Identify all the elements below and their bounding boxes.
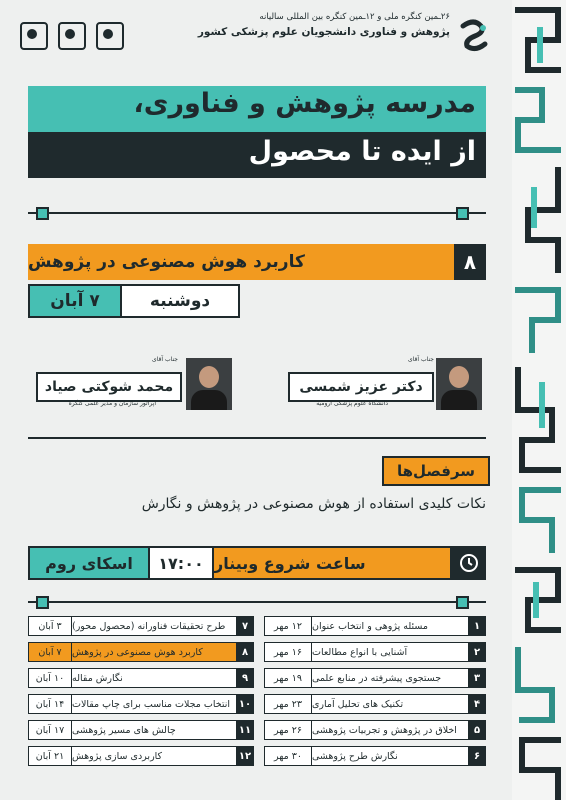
divider-square (36, 596, 49, 609)
schedule-date: ۲۱ آبان (28, 746, 72, 766)
schedule-date: ۱۶ مهر (264, 642, 312, 662)
schedule-number: ۱۲ (236, 746, 254, 766)
schedule-number: ۳ (468, 668, 486, 688)
page-title-line1: مدرسه پژوهش و فناوری، (133, 88, 476, 119)
session-date (28, 284, 240, 318)
webinar-platform: اسکای روم (28, 546, 150, 580)
schedule-date: ۱۷ آبان (28, 720, 72, 740)
session-date-value: ۷ آبان (28, 284, 122, 318)
webinar-time: ۱۷:۰۰ (150, 546, 214, 580)
schedule-title: طرح تحقیقات فناورانه (محصول محور) (72, 616, 236, 636)
sponsor-logo-icon (96, 22, 124, 50)
schedule-title: نگارش مقاله (72, 668, 236, 688)
schedule-date: ۳ آبان (28, 616, 72, 636)
speaker-name: دکتر عزیز شمسی (288, 372, 434, 402)
schedule-number: ۴ (468, 694, 486, 714)
schedule-number: ۱۰ (236, 694, 254, 714)
schedule-title: جستجوی پیشرفته در منابع علمی (312, 668, 468, 688)
schedule-date: ۱۰ آبان (28, 668, 72, 688)
divider-square (36, 207, 49, 220)
schedule-row (28, 616, 254, 636)
schedule-title: کاربردی سازی پژوهش (72, 746, 236, 766)
schedule-date: ۲۶ مهر (264, 720, 312, 740)
session-title: کاربرد هوش مصنوعی در پژوهش (28, 244, 454, 280)
schedule-title: چالش های مسیر پژوهشی (72, 720, 236, 740)
schedule-number: ۵ (468, 720, 486, 740)
speaker-name: محمد شوکتی صیاد (36, 372, 182, 402)
session-day: دوشنبه (122, 284, 240, 318)
speaker-card (34, 356, 238, 412)
session-number: ۸ (454, 244, 486, 280)
schedule-date: ۳۰ مهر (264, 746, 312, 766)
section-heading: سرفصل‌ها (382, 456, 490, 486)
schedule-row (28, 746, 254, 766)
sponsor-logo-icon (58, 22, 86, 50)
divider (28, 437, 486, 439)
schedule-number: ۷ (236, 616, 254, 636)
schedule-number: ۱ (468, 616, 486, 636)
schedule-date: ۷ آبان (28, 642, 72, 662)
schedule-title: تکنیک های تحلیل آماری (312, 694, 468, 714)
speaker-photo (436, 358, 482, 410)
schedule-row (264, 694, 486, 714)
schedule-date: ۲۳ مهر (264, 694, 312, 714)
schedule-number: ۹ (236, 668, 254, 688)
schedule-number: ۲ (468, 642, 486, 662)
schedule-date: ۱۹ مهر (264, 668, 312, 688)
schedule-row (264, 616, 486, 636)
speaker-affiliation: اپراتور سازمان و مدیر علمی کنگره (68, 400, 156, 407)
schedule-number: ۱۱ (236, 720, 254, 740)
speaker-affiliation: دانشگاه علوم پزشکی ارومیه (316, 400, 388, 407)
divider-square (456, 596, 469, 609)
schedule-date: ۱۴ آبان (28, 694, 72, 714)
schedule-title: اخلاق در پژوهش و تجربیات پژوهشی (312, 720, 468, 740)
schedule-row-current (28, 642, 254, 662)
congress-header-line1: ۲۶ـمین کنگره ملی و ۱۲ـمین کنگره بین المللی سالیانه (259, 12, 450, 22)
schedule-title: آشنایی با انواع مطالعات (312, 642, 468, 662)
schedule-title: مسئله پژوهی و انتخاب عنوان (312, 616, 468, 636)
page-title-line2: از ایده تا محصول (248, 136, 476, 167)
schedule-number: ۶ (468, 746, 486, 766)
sponsor-logo-icon (20, 22, 48, 50)
speaker-role: جناب آقای (408, 356, 434, 363)
schedule-row (264, 668, 486, 688)
divider (28, 212, 486, 214)
schedule-date: ۱۲ مهر (264, 616, 312, 636)
schedule-row (264, 720, 486, 740)
session-bar (28, 244, 486, 280)
schedule-row (264, 642, 486, 662)
speaker-card (286, 356, 486, 412)
schedule-row (28, 694, 254, 714)
kufic-pattern-icon (512, 0, 566, 800)
topic-text: نکات کلیدی استفاده از هوش مصنوعی در پژوهش و نگارش (141, 496, 486, 512)
speaker-photo (186, 358, 232, 410)
schedule-row (28, 720, 254, 740)
clock-icon (452, 546, 486, 580)
sponsor-logos (20, 22, 124, 50)
congress-header-line2: پژوهش و فناوری دانشجویان علوم پزشکی کشور (197, 26, 450, 38)
webinar-time-label: ساعت شروع وبینار (214, 546, 452, 580)
schedule-row (28, 668, 254, 688)
schedule-number: ۸ (236, 642, 254, 662)
webinar-time-bar (28, 546, 486, 580)
schedule-title: نگارش طرح پژوهشی (312, 746, 468, 766)
divider (28, 601, 486, 603)
schedule-title: کاربرد هوش مصنوعی در پژوهش (72, 642, 236, 662)
decorative-pattern-band (512, 0, 566, 800)
schedule-row (264, 746, 486, 766)
speaker-role: جناب آقای (152, 356, 178, 363)
congress-logo-icon (457, 18, 491, 52)
divider-square (456, 207, 469, 220)
schedule-title: انتخاب مجلات مناسب برای چاپ مقالات (72, 694, 236, 714)
congress-header (150, 12, 450, 38)
